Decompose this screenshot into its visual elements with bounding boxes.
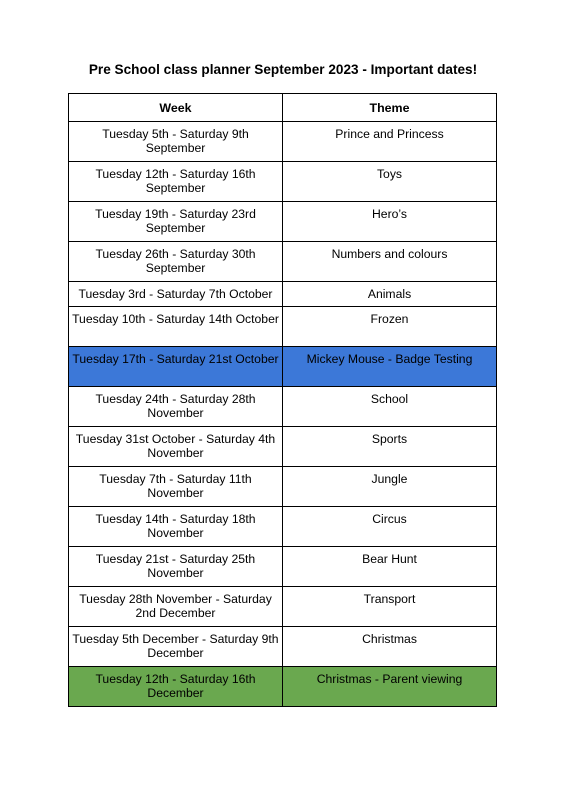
table-row <box>69 242 497 282</box>
table-row <box>69 282 497 307</box>
table-row <box>69 467 497 507</box>
table-row <box>69 202 497 242</box>
week-cell: Tuesday 12th - Saturday 16th December <box>69 667 283 707</box>
week-cell: Tuesday 31st October - Saturday 4th November <box>69 427 283 467</box>
week-cell: Tuesday 21st - Saturday 25th November <box>69 547 283 587</box>
week-cell: Tuesday 26th - Saturday 30th September <box>69 242 283 282</box>
week-cell: Tuesday 5th - Saturday 9th September <box>69 122 283 162</box>
theme-cell: Transport <box>283 587 497 627</box>
week-cell: Tuesday 17th - Saturday 21st October <box>69 347 283 387</box>
table-row <box>69 122 497 162</box>
table-row <box>69 547 497 587</box>
theme-cell: Sports <box>283 427 497 467</box>
theme-cell: School <box>283 387 497 427</box>
table-row-highlighted-blue <box>69 347 497 387</box>
table-row <box>69 587 497 627</box>
week-cell: Tuesday 10th - Saturday 14th October <box>69 307 283 347</box>
theme-cell: Jungle <box>283 467 497 507</box>
theme-cell: Circus <box>283 507 497 547</box>
week-cell: Tuesday 14th - Saturday 18th November <box>69 507 283 547</box>
week-column-header: Week <box>69 94 283 122</box>
table-row <box>69 507 497 547</box>
table-header-row <box>69 94 497 122</box>
theme-cell: Numbers and colours <box>283 242 497 282</box>
planner-table-body <box>69 122 497 707</box>
theme-column-header: Theme <box>283 94 497 122</box>
theme-cell: Animals <box>283 282 497 307</box>
table-row <box>69 162 497 202</box>
week-cell: Tuesday 12th - Saturday 16th September <box>69 162 283 202</box>
week-cell: Tuesday 24th - Saturday 28th November <box>69 387 283 427</box>
week-cell: Tuesday 28th November - Saturday 2nd December <box>69 587 283 627</box>
week-cell: Tuesday 19th - Saturday 23rd September <box>69 202 283 242</box>
week-cell: Tuesday 7th - Saturday 11th November <box>69 467 283 507</box>
theme-cell: Hero’s <box>283 202 497 242</box>
table-row <box>69 387 497 427</box>
theme-cell: Toys <box>283 162 497 202</box>
planner-table <box>68 93 497 707</box>
week-cell: Tuesday 3rd - Saturday 7th October <box>69 282 283 307</box>
document-title: Pre School class planner September 2023 - Important dates! <box>88 62 478 77</box>
theme-cell: Mickey Mouse - Badge Testing <box>283 347 497 387</box>
table-row <box>69 427 497 467</box>
theme-cell: Frozen <box>283 307 497 347</box>
table-row <box>69 627 497 667</box>
theme-cell: Bear Hunt <box>283 547 497 587</box>
week-cell: Tuesday 5th December - Saturday 9th December <box>69 627 283 667</box>
theme-cell: Christmas - Parent viewing <box>283 667 497 707</box>
table-row <box>69 307 497 347</box>
theme-cell: Prince and Princess <box>283 122 497 162</box>
table-row-highlighted-green <box>69 667 497 707</box>
theme-cell: Christmas <box>283 627 497 667</box>
